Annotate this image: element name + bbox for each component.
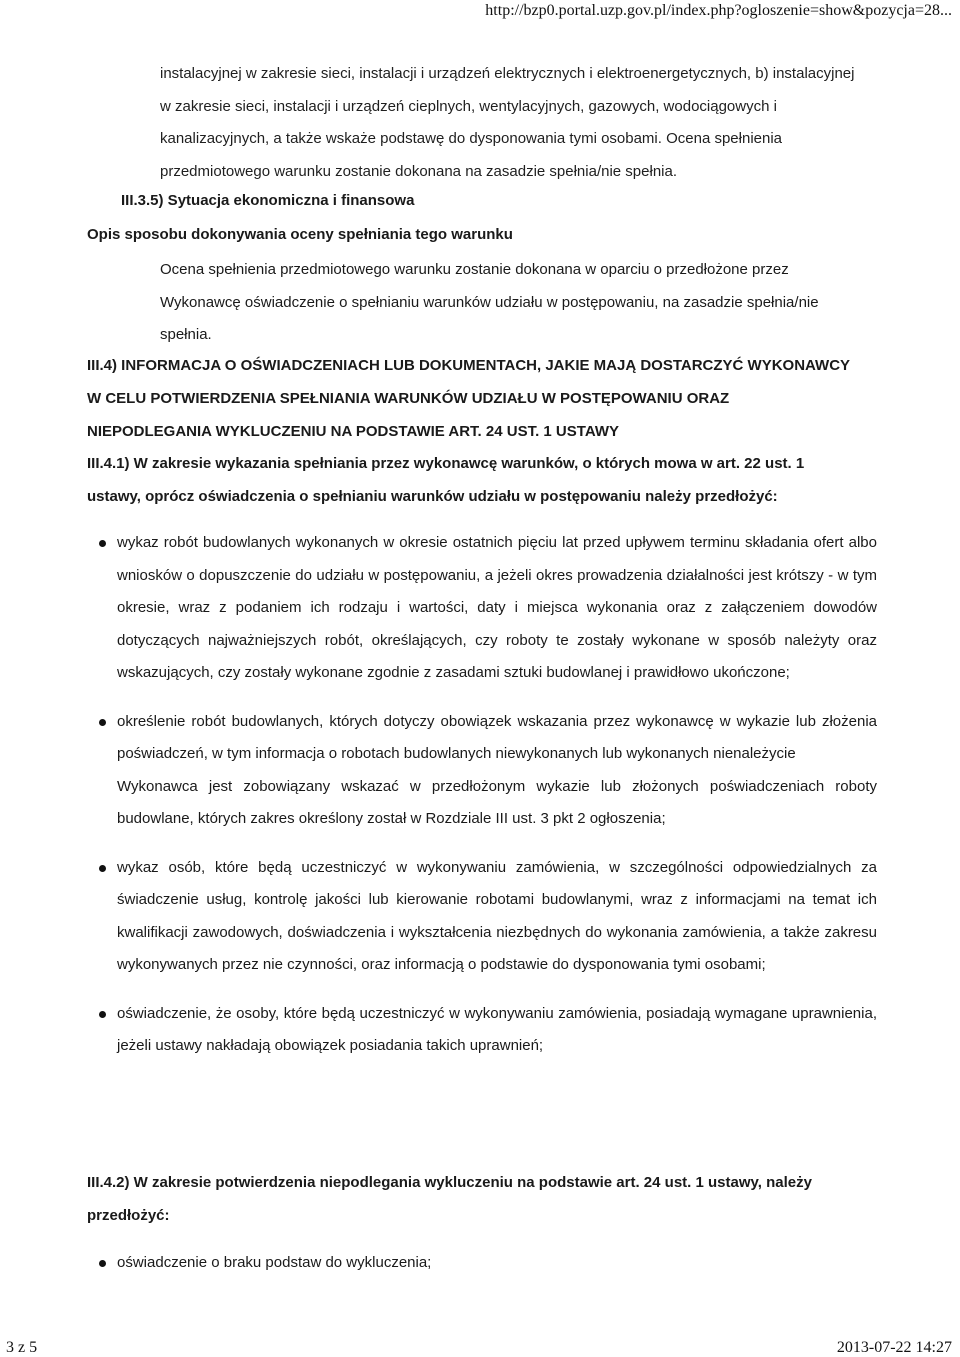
bullet-icon bbox=[99, 719, 106, 726]
list-item-text: wykaz osób, które będą uczestniczyć w wykonywaniu zamówienia, w szczególności odpowiedzialnych za świadczenie usług, kontrolę jakości lub kierowanie robotami budowlanymi, wraz z informacjami na temat ich kwalifikacji zawodowych, doświadczenia i wykształcenia niezbędnych do wykonania zamówienia, a także zakresu wykonywanych przez nie czynności, oraz informacją o podstawie do dysponowania tymi osobami; bbox=[117, 858, 877, 973]
list-item-text: oświadczenie o braku podstaw do wykluczenia; bbox=[117, 1254, 432, 1271]
section-4-1-list bbox=[87, 527, 877, 1063]
bullet-icon bbox=[99, 1260, 106, 1267]
list-item-text: oświadczenie, że osoby, które będą uczestniczyć w wykonywaniu zamówienia, posiadają wymagane uprawnienia, jeżeli ustawy nakładają obowiązek posiadania takich uprawnień; bbox=[117, 1004, 877, 1054]
section-3-5-body bbox=[160, 254, 870, 352]
section-4-1-heading bbox=[87, 447, 907, 513]
print-timestamp: 2013-07-22 14:27 bbox=[836, 1339, 952, 1356]
text-line: III.4) INFORMACJA O OŚWIADCZENIACH LUB DOKUMENTACH, JAKIE MAJĄ DOSTARCZYĆ WYKONAWCY bbox=[87, 357, 851, 374]
text-line: przedłożyć: bbox=[87, 1207, 170, 1224]
list-item bbox=[87, 998, 877, 1063]
text-line: III.4.2) W zakresie potwierdzenia niepodlegania wykluczeniu na podstawie art. 24 ust. 1 ustawy, należy bbox=[87, 1174, 812, 1191]
list-item bbox=[87, 706, 877, 836]
page-number: 3 z 5 bbox=[6, 1339, 38, 1356]
text-line: instalacyjnej w zakresie sieci, instalacji i urządzeń elektrycznych i elektroenergetycznych, b) instalacyjnej bbox=[160, 65, 855, 82]
text-line: Wykonawcę oświadczenie o spełnianiu warunków udziału w postępowaniu, na zasadzie spełnia/nie bbox=[160, 293, 819, 311]
text-line: Ocena spełnienia przedmiotowego warunku zostanie dokonana w oparciu o przedłożone przez bbox=[160, 261, 789, 278]
page-url-header: http://bzp0.portal.uzp.gov.pl/index.php?ogloszenie=show&pozycja=28... bbox=[485, 2, 952, 19]
text-line: kanalizacyjnych, a także wskaże podstawę do dysponowania tymi osobami. Ocena spełnienia bbox=[160, 130, 783, 147]
list-item bbox=[87, 527, 877, 690]
intro-paragraph bbox=[160, 58, 900, 188]
section-4-2-list bbox=[87, 1247, 877, 1280]
section-3-5-title: III.3.5) Sytuacja ekonomiczna i finansowa bbox=[121, 192, 415, 209]
list-item bbox=[87, 1247, 877, 1280]
text-line: w zakresie sieci, instalacji i urządzeń cieplnych, wentylacyjnych, gazowych, wodociągowych i bbox=[160, 97, 777, 115]
list-item-text: wykaz robót budowlanych wykonanych w okresie ostatnich pięciu lat przed upływem terminu składania ofert albo wniosków o dopuszczenie do udziału w postępowaniu, a jeżeli okres prowadzenia działalności jest krótszy - w tym okresie, wraz z podaniem ich rodzaju i wartości, daty i miejsca wykonania oraz z załączeniem dowodów dotyczących najważniejszych robót, określających, czy roboty te zostały wykonane w sposób należyty oraz wskazujących, czy zostały wykonane zgodnie z zasadami sztuki budowlanej i prawidłowo ukończone; bbox=[117, 534, 877, 681]
list-item-note: Wykonawca jest zobowiązany wskazać w przedłożonym wykazie lub złożonych poświadczeniach roboty budowlane, których zakres określony został w Rozdziale III ust. 3 pkt 2 ogłoszenia; bbox=[117, 777, 877, 827]
text-line: przedmiotowego warunku zostanie dokonana na zasadzie spełnia/nie spełnia. bbox=[160, 162, 678, 180]
text-line: spełnia. bbox=[160, 326, 212, 343]
text-line: III.4.1) W zakresie wykazania spełniania przez wykonawcę warunków, o których mowa w art. 22 ust. 1 bbox=[87, 455, 805, 472]
bullet-icon bbox=[99, 1011, 106, 1018]
bullet-icon bbox=[99, 540, 106, 547]
list-item bbox=[87, 852, 877, 982]
section-3-5-subtitle: Opis sposobu dokonywania oceny spełniania tego warunku bbox=[87, 226, 513, 243]
bullet-icon bbox=[99, 865, 106, 872]
text-line: NIEPODLEGANIA WYKLUCZENIU NA PODSTAWIE ART. 24 UST. 1 USTAWY bbox=[87, 423, 619, 440]
section-4-heading bbox=[87, 349, 907, 448]
text-line: W CELU POTWIERDZENIA SPEŁNIANIA WARUNKÓW UDZIAŁU W POSTĘPOWANIU ORAZ bbox=[87, 390, 730, 407]
text-line: ustawy, oprócz oświadczenia o spełnianiu warunków udziału w postępowaniu należy przedłożyć: bbox=[87, 488, 778, 505]
list-item-text: określenie robót budowlanych, których dotyczy obowiązek wskazania przez wykonawcę w wykazie lub złożenia poświadczeń, w tym informacja o robotach budowlanych niewykonanych lub wykonanych nienależycie bbox=[117, 712, 877, 762]
section-4-2-heading bbox=[87, 1166, 907, 1232]
